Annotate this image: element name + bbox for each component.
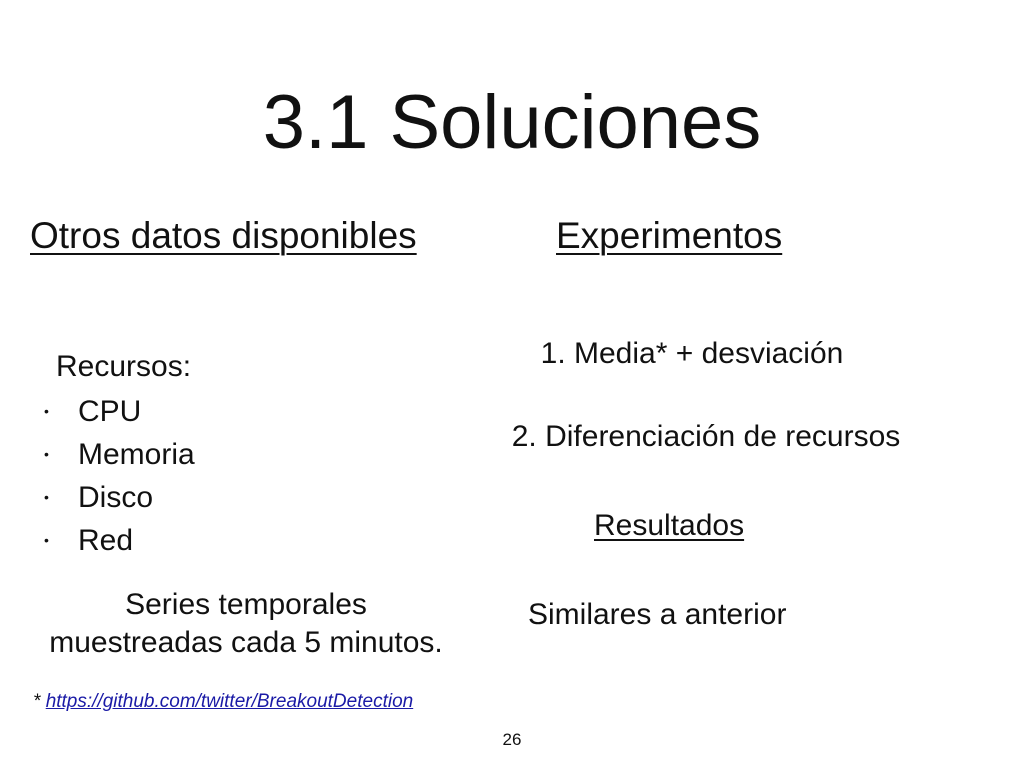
resource-label: Red xyxy=(78,524,134,557)
heading-other-data: Otros datos disponibles xyxy=(30,215,417,256)
list-item xyxy=(40,476,195,519)
bullet-icon: • xyxy=(44,532,49,548)
list-item xyxy=(40,519,195,562)
results-heading: Resultados xyxy=(594,509,745,542)
resource-list xyxy=(40,390,195,562)
series-note xyxy=(0,586,492,662)
series-note-line: muestreadas cada 5 minutos. xyxy=(49,626,443,659)
resource-label: Memoria xyxy=(78,438,195,471)
bullet-icon: • xyxy=(44,489,49,505)
page-number: 26 xyxy=(502,730,522,749)
footnote-marker: * xyxy=(33,691,46,712)
bullet-icon: • xyxy=(44,403,49,419)
list-item xyxy=(40,433,195,476)
resources-label: Recursos: xyxy=(56,350,192,383)
experiment-item: 2. Diferenciación de recursos xyxy=(511,420,901,453)
resource-label: CPU xyxy=(78,395,142,428)
resource-label: Disco xyxy=(78,481,154,514)
bullet-icon: • xyxy=(44,446,49,462)
heading-experiments: Experimentos xyxy=(556,215,783,256)
footnote-link[interactable]: https://github.com/twitter/BreakoutDetection xyxy=(45,691,414,712)
footnote xyxy=(33,690,413,714)
results-text: Similares a anterior xyxy=(528,598,787,631)
experiment-item: 1. Media* + desviación xyxy=(540,337,844,370)
list-item xyxy=(40,390,195,433)
series-note-line: Series temporales xyxy=(125,588,367,621)
slide-title: 3.1 Soluciones xyxy=(262,80,762,165)
